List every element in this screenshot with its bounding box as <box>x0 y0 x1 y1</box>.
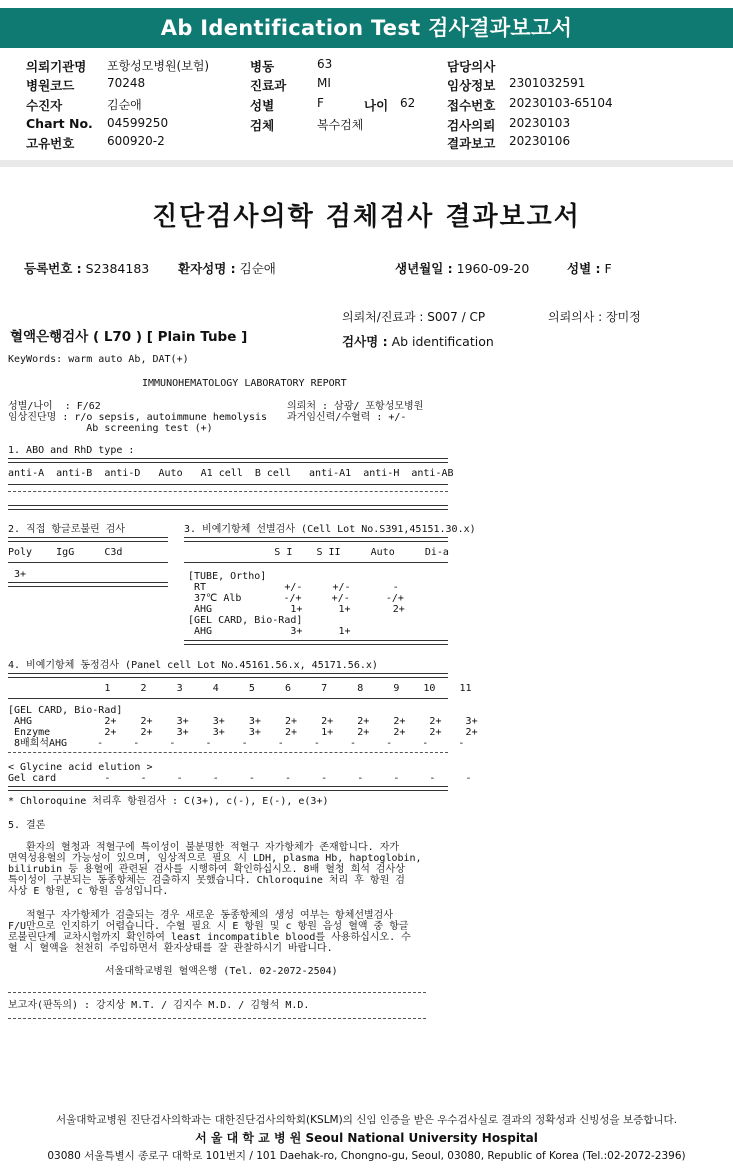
value-ward: 63 <box>317 57 333 71</box>
patient-name <box>178 259 276 277</box>
value-clinical-info: 2301032591 <box>509 76 586 90</box>
report-banner: Ab Identification Test 검사결과보고서 <box>0 8 733 48</box>
name-label: 환자성명 : <box>178 261 236 276</box>
section4-rule-top <box>8 673 448 678</box>
value-department: MI <box>317 76 331 90</box>
section1-headers: anti-A anti-B anti-D Auto A1 cell B cell anti-A1 anti-H anti-AB <box>8 468 454 479</box>
glycine-rule <box>8 786 448 791</box>
sex-label: 성별 : <box>567 261 601 276</box>
label-ward: 병동 <box>250 59 275 74</box>
date-of-birth <box>395 259 529 277</box>
label-unique-no: 고유번호 <box>26 136 75 151</box>
chloroquine-result: * Chloroquine 처리후 항원검사 : C(3+), c(-), E(-), e(3+) <box>8 796 329 807</box>
lab-title: IMMUNOHEMATOLOGY LABORATORY REPORT <box>142 378 347 389</box>
section3-rule-top <box>184 537 448 542</box>
value-accession-no: 20230103-65104 <box>509 96 613 110</box>
label-patient: 수진자 <box>26 98 63 113</box>
label-chart-no: Chart No. <box>26 116 93 131</box>
label-physician: 담당의사 <box>447 59 496 74</box>
conclusion-paragraph-1: 환자의 혈청과 적혈구에 특이성이 불분명한 적혈구 자가항체가 존재합니다. 자가 면역성용혈의 가능성이 있으며, 임상적으로 필요 시 LDH, plasma Hb, haptoglobin, bilirubin 등 용혈에 관련된 검사를 시행하여 확인하십시오. 8배 혈청 희석 검사상 특이성이 구분되는 동종항체는 검출하지 못했습니다. Chloroquine 처리 후 항원 검 사상 E 항원, c 항원 음성입니다. <box>8 842 422 897</box>
glycine-elution: < Glycine acid elution > Gel card - - - - - - - - - - - <box>8 762 472 784</box>
hospital-name-kr: 서 울 대 학 교 병 원 <box>195 1131 302 1145</box>
section4-rule-mid <box>8 698 448 699</box>
reporter-rule-top <box>8 992 426 993</box>
section2-rule-top <box>8 537 168 542</box>
section1-rule-top <box>8 458 448 463</box>
label-institution: 의뢰기관명 <box>26 59 87 74</box>
section3-headers: S I S II Auto Di-a <box>184 547 449 558</box>
blood-bank-contact: 서울대학교병원 혈액은행 (Tel. 02-2072-2504) <box>105 966 338 977</box>
section2-title: 2. 직접 항글로불린 검사 <box>8 524 126 535</box>
section3-rule-mid <box>184 562 448 563</box>
keywords: KeyWords: warm auto Ab, DAT(+) <box>8 354 189 365</box>
section4-rule-bottom <box>8 752 448 753</box>
label-request-date: 검사의뢰 <box>447 118 496 133</box>
patient-info-left: 성별/나이 : F/62 임상진단명 : r/o sepsis, autoimmune hemolysis Ab screening test (+) <box>8 401 268 434</box>
section2-headers: Poly IgG C3d <box>8 547 123 558</box>
requesting-dept: 의뢰처/진료과 : S007 / CP <box>342 310 486 324</box>
section2-rule-end <box>8 582 168 587</box>
section1-rule-mid <box>8 484 448 485</box>
reporter-rule-bottom <box>8 1018 426 1019</box>
section1-title: 1. ABO and RhD type : <box>8 445 135 456</box>
section3-rows: [TUBE, Ortho] RT +/- +/- - 37℃ Alb -/+ +/- -/+ AHG 1+ 1+ 2+ [GEL CARD, Bio-Rad] AHG 3+ 1+ <box>188 571 405 637</box>
value-unique-no: 600920-2 <box>107 134 165 148</box>
test-name <box>342 332 494 350</box>
value-age: 62 <box>400 96 416 110</box>
label-accession-no: 접수번호 <box>447 98 496 113</box>
hospital-name-en: Seoul National University Hospital <box>305 1131 538 1145</box>
value-hospital-code: 70248 <box>107 76 146 90</box>
section1-rule-end <box>8 505 448 510</box>
value-patient: 김순애 <box>107 98 142 112</box>
section4-headers: 1 2 3 4 5 6 7 8 9 10 11 <box>8 683 472 694</box>
value-report-date: 20230106 <box>509 134 571 148</box>
section4-rows: [GEL CARD, Bio-Rad] AHG 2+ 2+ 3+ 3+ 3+ 2+ 2+ 2+ 2+ 2+ 3+ Enzyme 2+ 2+ 3+ 3+ 3+ 2+ 1+ 2+ 2+ 2+ 2+ 8배희석AHG - - - - - - - - - - - <box>8 705 478 749</box>
requesting-doctor: 의뢰의사 : 장미정 <box>548 310 641 324</box>
section3-rule-end <box>184 640 448 645</box>
footer-hospital <box>0 1129 733 1146</box>
label-specimen: 검체 <box>250 118 275 133</box>
value-specimen: 복수검체 <box>317 118 364 132</box>
section2-value: 3+ <box>8 569 27 580</box>
label-clinical-info: 임상정보 <box>447 78 496 93</box>
conclusion-paragraph-2: 적혈구 자가항체가 검출되는 경우 새로운 동종항체의 생성 여부는 항체선별검사 F/U만으로 인지하기 어렵습니다. 수혈 필요 시 E 항원 및 c 항원 음성 혈액 중 항글 로불린단계 교차시험까지 확인하여 least incompatible blood를 사용하십시오. 수 혈 시 혈액을 천천히 주입하면서 환자상태를 잘 관찰하시기 바랍니다. <box>8 910 411 954</box>
reg-value: S2384183 <box>85 261 150 276</box>
value-sex: F <box>317 96 324 110</box>
value-request-date: 20230103 <box>509 116 571 130</box>
section5-title: 5. 결론 <box>8 820 46 831</box>
footer-address: 03080 서울특별시 종로구 대학로 101번지 / 101 Daehak-ro, Chongno-gu, Seoul, 03080, Republic of Korea (Tel.:02-2072-2396) <box>47 1150 686 1162</box>
patient-sex <box>567 259 612 277</box>
test-name-value: Ab identification <box>391 334 494 349</box>
section2-rule-mid <box>8 562 168 563</box>
sex-value: F <box>604 261 612 276</box>
value-institution: 포항성모병원(보험) <box>107 59 210 73</box>
label-report-date: 결과보고 <box>447 136 496 151</box>
divider-band <box>0 160 733 167</box>
section3-title: 3. 비예기항체 선별검사 (Cell Lot No.S391,45151.30.x) <box>184 524 476 535</box>
dob-value: 1960-09-20 <box>456 261 530 276</box>
test-name-label: 검사명 : <box>342 334 388 349</box>
section1-rule-bottom <box>8 491 448 492</box>
section4-title: 4. 비예기항체 동정검사 (Panel cell Lot No.45161.56.x, 45171.56.x) <box>8 660 378 671</box>
test-header: 혈액은행검사 ( L70 ) [ Plain Tube ] <box>10 329 248 345</box>
patient-info-right: 의뢰처 : 삼광/ 포항성모병원 과거임신력/수혈력 : +/- <box>287 401 424 423</box>
label-department: 진료과 <box>250 78 287 93</box>
report-title: 진단검사의학 검체검사 결과보고서 <box>152 202 581 232</box>
value-chart-no: 04599250 <box>107 116 169 130</box>
reporters: 보고자(판독의) : 강지상 M.T. / 김지수 M.D. / 김형석 M.D. <box>8 1000 310 1011</box>
registration-no <box>24 259 149 277</box>
label-hospital-code: 병원코드 <box>26 78 75 93</box>
name-value: 김순애 <box>239 261 276 276</box>
reg-label: 등록번호 : <box>24 261 82 276</box>
dob-label: 생년월일 : <box>395 261 453 276</box>
label-sex: 성별 <box>250 98 275 113</box>
label-age: 나이 <box>364 98 389 113</box>
footer-certification: 서울대학교병원 진단검사의학과는 대한진단검사의학회(KSLM)의 신임 인증을 받은 우수검사실로 결과의 정확성과 신빙성을 보증합니다. <box>55 1114 678 1126</box>
